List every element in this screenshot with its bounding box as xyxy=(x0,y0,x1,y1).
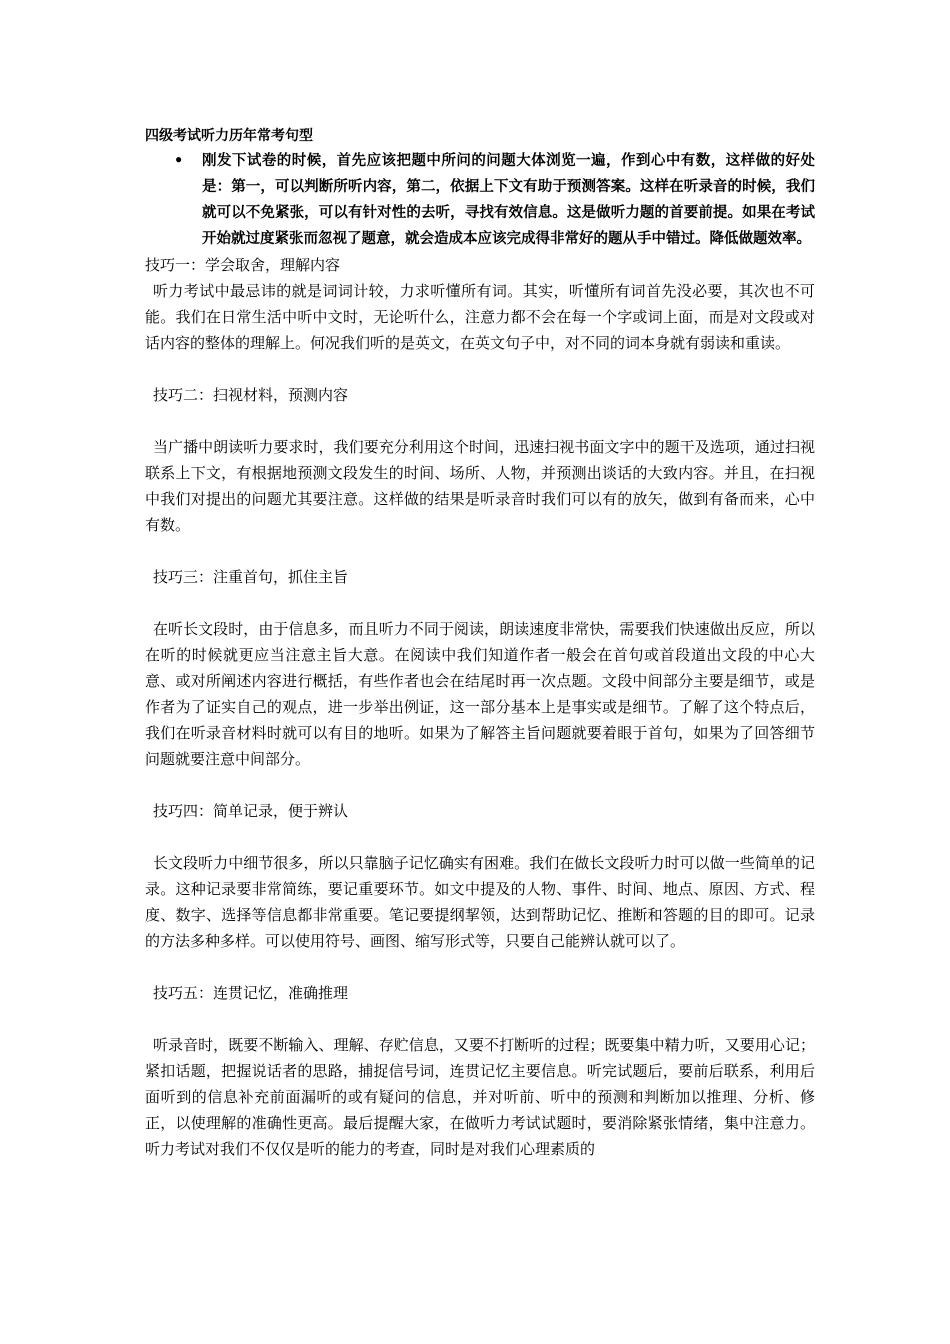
spacer xyxy=(145,408,815,434)
tip-body-2: 当广播中朗读听力要求时，我们要充分利用这个时间，迅速扫视书面文字中的题干及选项，通过扫视联系上下文，有根据地预测文段发生的时间、场所、人物，并预测出谈话的大致内容。并且，在扫视中我们对提出的问题尤其要注意。这样做的结果是听录音时我们可以有的放矢，做到有备而来，心中有数。 xyxy=(145,438,815,534)
tip-body-5: 听录音时，既要不断输入、理解、存贮信息，又要不打断听的过程；既要集中精力听，又要用心记；紧扣话题，把握说话者的思路，捕捉信号词，连贯记忆主要信息。听完试题后，要前后联系，利用后面听到的信息补充前面漏听的或有疑问的信息，并对听前、听中的预测和判断加以推理、分析、修正，以使理解的准确性更高。最后提醒大家，在做听力考试试题时，要消除紧张情绪，集中注意力。听力考试对我们不仅仅是听的能力的考查，同时是对我们心理素质的 xyxy=(145,1036,815,1158)
spacer xyxy=(145,954,815,980)
tip-body-1: 听力考试中最忌讳的就是词词计较，力求听懂所有词。其实，听懂所有词首先没必要，其次也不可能。我们在日常生活中听中文时，无论听什么，注意力都不会在每一个字或词上面，而是对文段或对话内容的整体的理解上。何况我们听的是英文，在英文句子中，对不同的词本身就有弱读和重读。 xyxy=(145,282,815,352)
bullet-paragraph xyxy=(145,148,815,252)
tip-body-4: 长文段听力中细节很多，所以只靠脑子记忆确实有困难。我们在做长文段听力时可以做一些简单的记录。这种记录要非常简练，要记重要环节。如文中提及的人物、事件、时间、地点、原因、方式、程度、数字、选择等信息都非常重要。笔记要提纲挈领，达到帮助记忆、推断和答题的目的即可。记录的方法多种多样。可以使用符号、画图、缩写形式等，只要自己能辨认就可以了。 xyxy=(145,854,815,950)
document-title: 四级考试听力历年常考句型 xyxy=(145,128,313,144)
tip-heading-5: 技巧五：连贯记忆，准确推理 xyxy=(153,984,349,1002)
spacer xyxy=(145,1006,815,1032)
tip-heading-3: 技巧三：注重首句，抓住主旨 xyxy=(153,568,349,586)
tip-heading-2: 技巧二：扫视材料，预测内容 xyxy=(153,386,349,404)
tip-heading-4: 技巧四：简单记录，便于辨认 xyxy=(153,802,349,820)
tip-body-3: 在听长文段时，由于信息多，而且听力不同于阅读，朗读速度非常快，需要我们快速做出反应，所以在听的时候就更应当注意主旨大意。在阅读中我们知道作者一般会在首句或首段道出文段的中心大意、或对所阐述内容进行概括，有些作者也会在结尾时再一次点题。文段中间部分主要是细节，或是作者为了证实自己的观点，进一步举出例证，这一部分基本上是事实或是细节。了解了这个特点后，我们在听录音材料时就可以有目的地听。如果为了解答主旨问题就要着眼于首句，如果为了回答细节问题就要注意中间部分。 xyxy=(145,620,815,768)
spacer xyxy=(145,538,815,564)
bullet-marker-icon: • xyxy=(174,152,184,169)
document-page xyxy=(145,126,815,1162)
spacer xyxy=(145,772,815,798)
spacer xyxy=(145,824,815,850)
spacer xyxy=(145,590,815,616)
tip-heading-1: 技巧一：学会取舍，理解内容 xyxy=(145,256,341,274)
spacer xyxy=(145,356,815,382)
bullet-text: 刚发下试卷的时候，首先应该把题中所问的问题大体浏览一遍，作到心中有数，这样做的好处是：第一，可以判断所听内容，第二，依据上下文有助于预测答案。这样在听录音的时候，我们就可以不免紧张，可以有针对性的去听，寻找有效信息。这是做听力题的首要前提。如果在考试开始就过度紧张而忽视了题意，就会造成本应该完成得非常好的题从手中错过。降低做题效率。 xyxy=(202,152,815,247)
